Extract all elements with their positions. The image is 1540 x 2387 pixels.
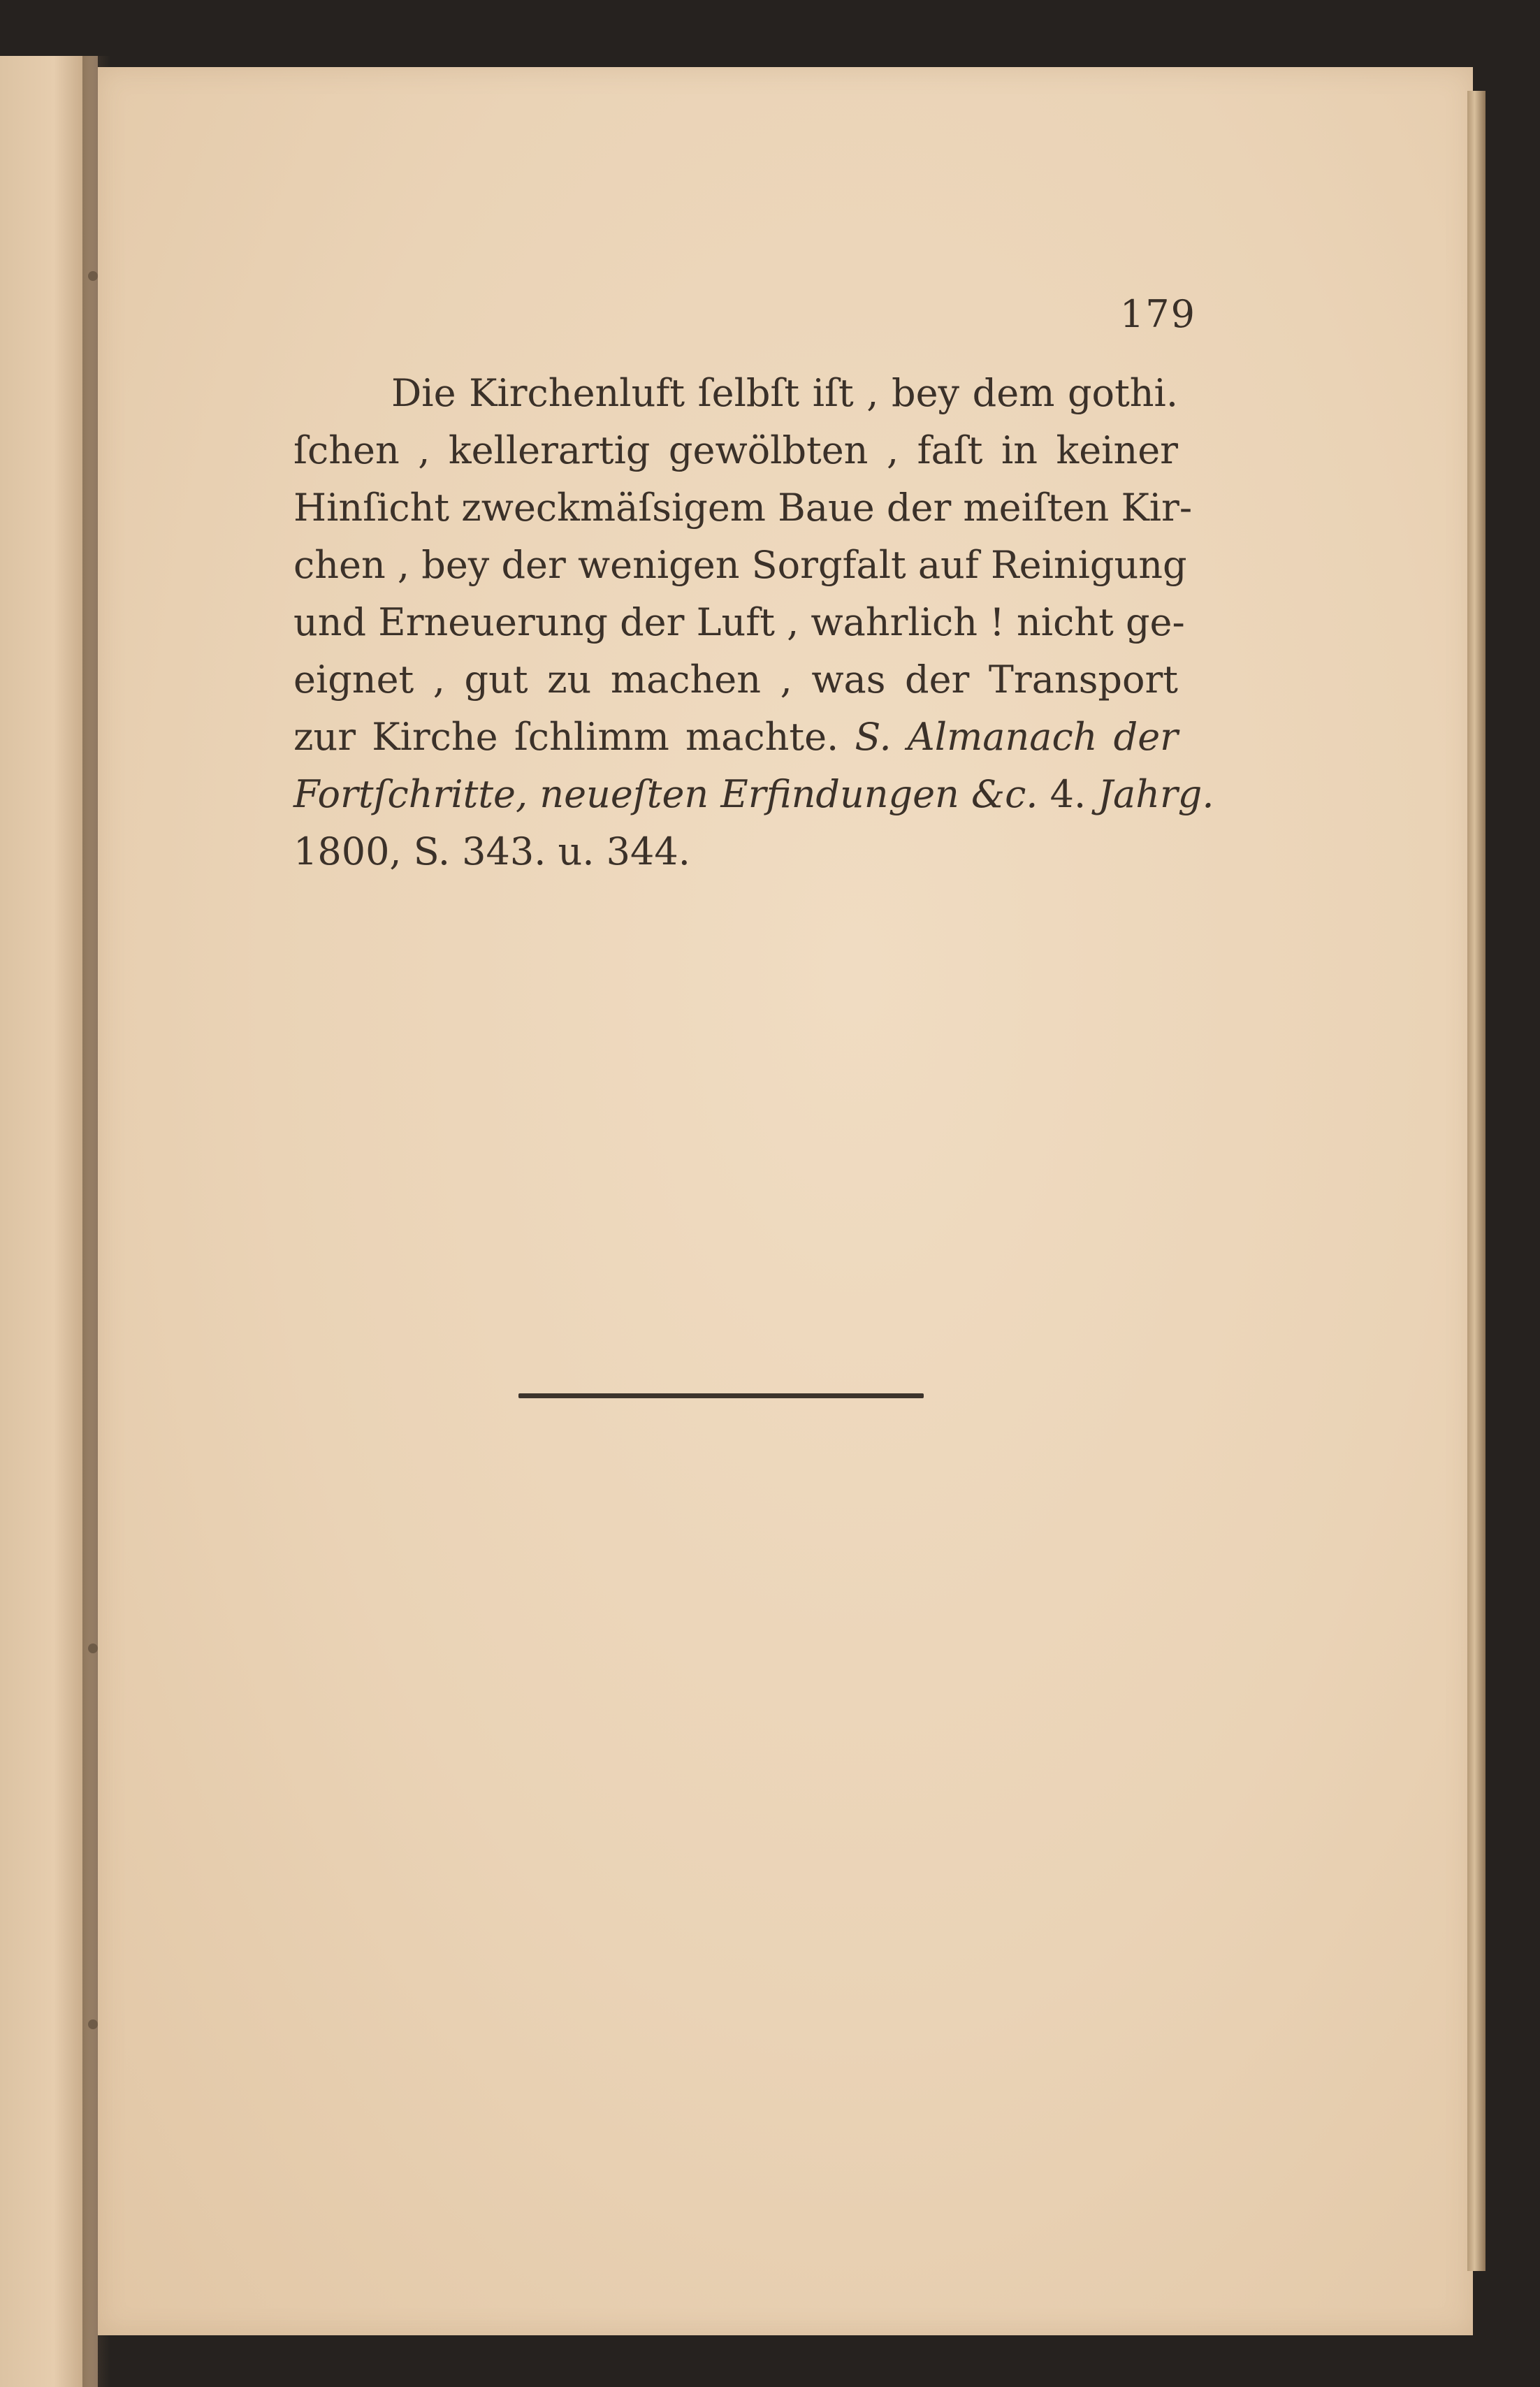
text-line: eignet , gut zu machen , was der Transport — [293, 658, 1178, 702]
body-paragraph — [293, 365, 1214, 880]
section-end-rule — [518, 1393, 924, 1398]
citation-italic: S. Almanach der — [855, 715, 1178, 759]
binding-thread-mark — [88, 1644, 98, 1653]
text-line: Die Kirchenluft ſelbſt iſt , bey dem gothi. — [391, 371, 1178, 415]
text-line: ſchen , kellerartig gewölbten , faſt in keiner — [293, 428, 1178, 472]
binding-thread-mark — [88, 2019, 98, 2029]
citation-italic: Fortſchritte, neueſten Erfindungen &c. — [293, 772, 1038, 816]
text-line: 1800, S. 343. u. 344. — [293, 829, 690, 873]
page-number: 179 — [1119, 292, 1196, 336]
text-line: Hinſicht zweckmäſsigem Baue der meiſten Kir- — [293, 486, 1193, 530]
binding-thread-mark — [88, 271, 98, 281]
text-line — [293, 709, 1178, 766]
page-fore-edge — [1467, 91, 1485, 2271]
text-segment: 4. — [1049, 772, 1087, 816]
citation-italic: Jahrg. — [1098, 772, 1214, 816]
text-line: chen , bey der wenigen Sorgfalt auf Reinigung — [293, 543, 1187, 587]
text-segment: zur Kirche ſchlimm machte. — [293, 715, 839, 759]
text-line: und Erneuerung der Luft , wahrlich ! nicht ge- — [293, 600, 1185, 644]
text-line — [293, 766, 1214, 823]
